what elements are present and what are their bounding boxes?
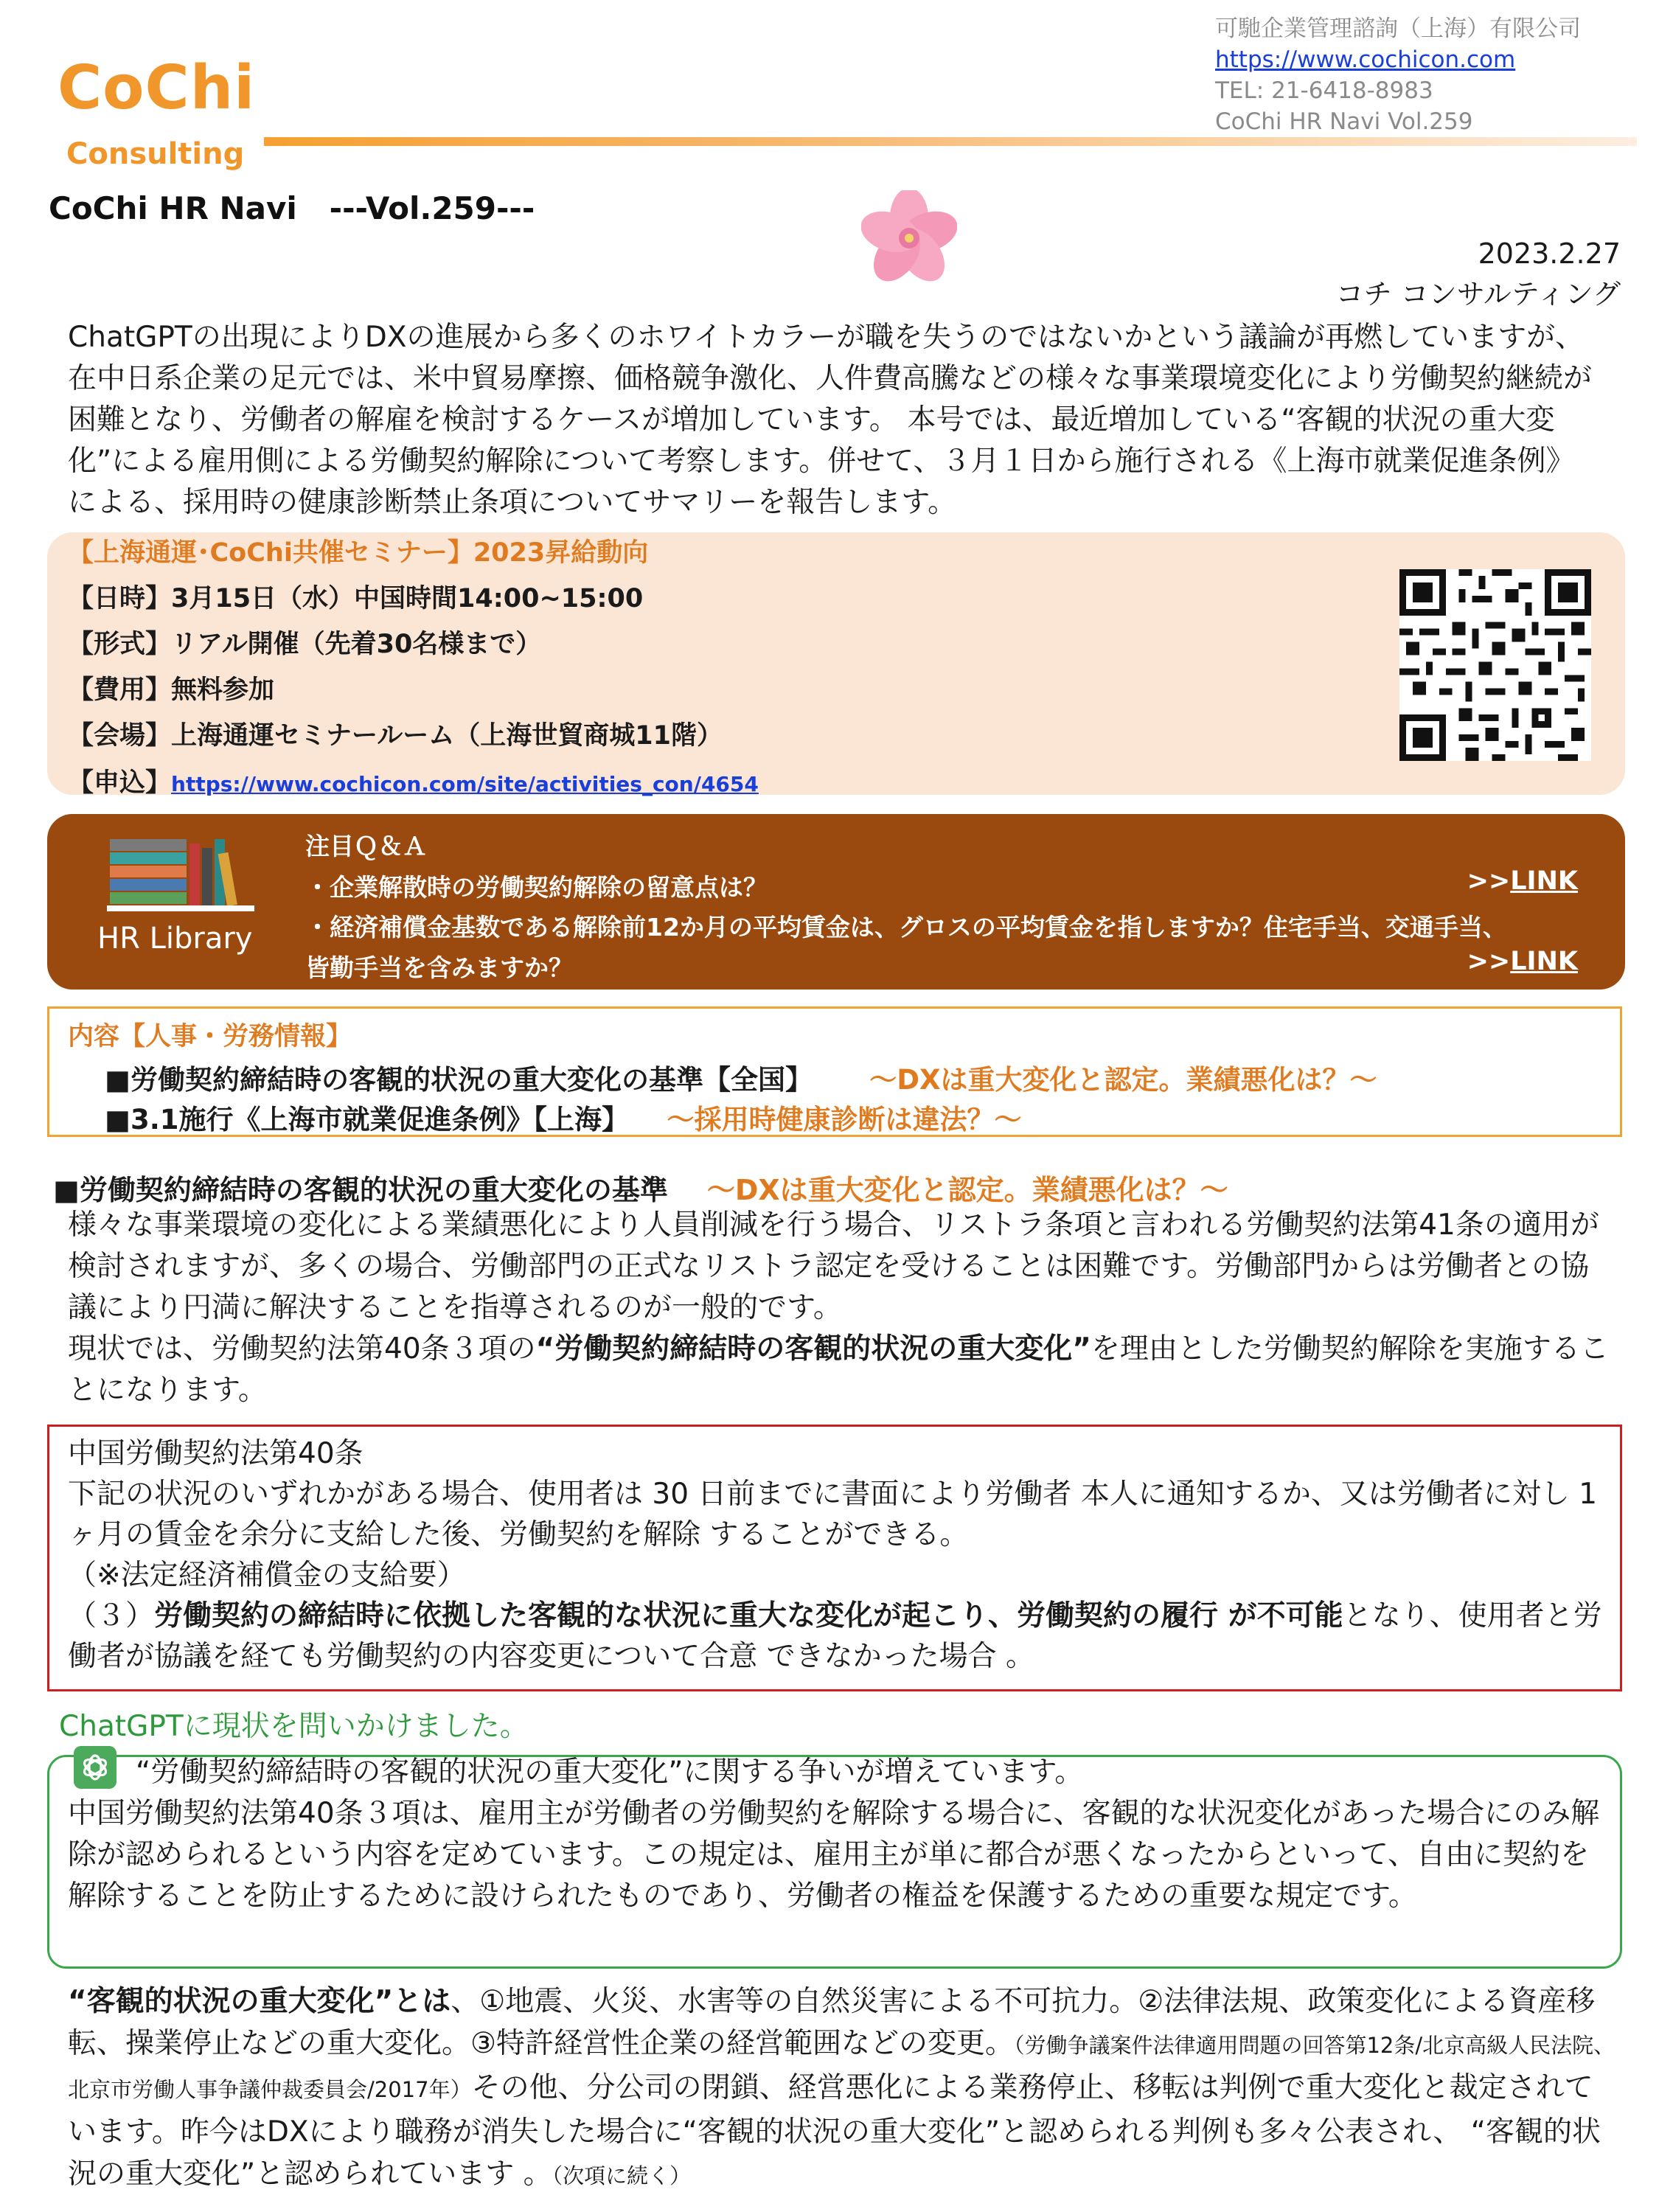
contents-item-2-sub: ～採用時健康診断は違法？～ — [667, 1104, 1022, 1135]
section-paragraph-2-post: を理由とした労働契約解除を実施することになります。 — [68, 1332, 1609, 1407]
chatgpt-text — [68, 1752, 1609, 1917]
law-title: 中国労働契約法第40条 — [68, 1437, 364, 1470]
section-heading — [53, 1167, 1228, 1208]
logo-sub: Consulting — [66, 137, 245, 171]
logo-main: CoChi — [58, 53, 256, 123]
contents-item-2[interactable] — [105, 1097, 1022, 1137]
law-note: （※法定経済補償金の支給要） — [68, 1559, 466, 1592]
law-text — [68, 1433, 1609, 1677]
law-item-3 — [68, 1596, 1609, 1677]
law-text-1: 下記の状況のいずれかがある場合、使用者は 30 日前までに書面により労働者 本人に通知するか、又は労働者に対し 1 ヶ月の賃金を余分に支給した後、労働契約を解除 することができる。 — [68, 1478, 1598, 1551]
final-bold: “客観的状況の重大変化”とは — [68, 1985, 451, 2018]
chatgpt-line-1: “労働契約締結時の客観的状況の重大変化”に関する争いが増えています。 — [136, 1756, 1084, 1789]
company-tel: TEL: 21-6418-8983 — [1215, 77, 1433, 104]
chatgpt-body: 中国労働契約法第40条３項は、雇用主が労働者の労働契約を解除する場合に、客観的な状況変化があった場合にのみ解除が認められるという内容を定めています。この規定は、雇用主が単に都合が悪くなったからといって、自由に契約を解除することを防止するために設けられたものであり、労働者の権益を保護するための重要な規定です。 — [68, 1797, 1600, 1913]
seminar-apply-link[interactable]: https://www.cochicon.com/site/activities_con/4654 — [171, 772, 759, 796]
seminar-format: 【形式】リアル開催（先着30名様まで） — [68, 630, 542, 659]
hr-library-label[interactable]: HR Library — [97, 922, 253, 956]
section-heading-main: ■労働契約締結時の客観的状況の重大変化の基準 — [53, 1174, 668, 1206]
qa-heading: 注目Ｑ＆Ａ — [305, 832, 427, 860]
seminar-datetime: 【日時】3月15日（水）中国時間14:00~15:00 — [68, 584, 644, 613]
qa-link-1-text[interactable]: LINK — [1510, 866, 1578, 896]
qa-link-2-text[interactable]: LINK — [1510, 947, 1578, 976]
qa-link-2-prefix: >> — [1467, 947, 1511, 976]
contents-item-1[interactable] — [105, 1057, 1377, 1097]
section-paragraph-2-pre: 現状では、労働契約法第40条３項の — [68, 1332, 536, 1366]
qa-link-1-prefix: >> — [1467, 866, 1511, 896]
section-paragraph-1: 様々な事業環境の変化による業績悪化により人員削減を行う場合、リストラ条項と言われる労働契約法第41条の適用が検討されますが、多くの場合、労働部門の正式なリストラ認定を受けることは困難です。労働部門からは労働者との協議により円満に解決することを指導されるのが一般的です。 — [68, 1208, 1599, 1324]
newsletter-title: CoChi HR Navi ---Vol.259--- — [49, 190, 535, 226]
final-continued: （次項に続く） — [552, 2163, 692, 2188]
qr-code-icon[interactable] — [1399, 569, 1591, 761]
section-paragraph-2-bold: “労働契約締結時の客観的状況の重大変化” — [535, 1332, 1091, 1366]
law-item-3-pre: （３） — [68, 1599, 155, 1632]
issue-date: 2023.2.27 — [1478, 237, 1621, 270]
company-info — [1215, 13, 1581, 137]
seminar-apply — [68, 762, 759, 799]
law-item-3-bold: 労働契約の締結時に依拠した客観的な状況に重大な変化が起こり、労働契約の履行 が不可能 — [154, 1599, 1343, 1632]
author: コチ コンサルティング — [1335, 278, 1621, 310]
final-text-2: その他、分公司の閉鎖、経営悪化による業務停止、移転は判例で重大変化と裁定されています。昨今はDXにより職務が消失した場合に“客観的状況の重大変化”と認められる判例も多々公表され、 “客観的状況の重大変化”と認められています 。 — [68, 2071, 1601, 2191]
company-issue: CoChi HR Navi Vol.259 — [1215, 108, 1473, 135]
seminar-apply-label: 【申込】 — [68, 768, 172, 798]
company-url-link[interactable]: https://www.cochicon.com — [1215, 46, 1516, 73]
seminar-venue: 【会場】上海通運セミナールーム（上海世貿商城11階） — [68, 721, 723, 751]
section-paragraph-2 — [68, 1329, 1616, 1411]
qa-question-2: ・経済補償金基数である解除前12か月の平均賃金は、グロスの平均賃金を指しますか？住宅手当、交通手当、 — [305, 913, 1507, 942]
seminar-title: 【上海通運･CoChi共催セミナー】2023昇給動向 — [68, 538, 649, 568]
law-item-3-post: となり、使用者と労働者が協議を経ても労働契約の内容変更について合意 できなかった場合 。 — [68, 1599, 1602, 1673]
seminar-fee: 【費用】無料参加 — [68, 675, 275, 705]
intro-paragraph: ChatGPTの出現によりDXの進展から多くのホワイトカラーが職を失うのではないかという議論が再燃していますが、在中日系企業の足元では、米中貿易摩擦、価格競争激化、人件費高騰などの様々な事業環境変化により労働契約継続が困難となり、労働者の解雇を検討するケースが増加しています。 本号では、最近増加している“客観的状況の重大変化”による雇用側による労働契約解除について考察します。併せて、３月１日から施行される《上海市就業促進条例》による、採用時の健康診断禁止条項についてサマリーを報告します。 — [68, 321, 1593, 519]
flower-icon — [861, 190, 957, 286]
qa-question-2-cont: 皆勤手当を含みますか？ — [305, 953, 573, 982]
final-text-1: 、①地震、火災、水害等の自然災害による不可抗力。②法律法規、政策変化による資産移転、操業停止などの重大変化。③特許経営性企業の経営範囲などの変更。 — [68, 1985, 1596, 2060]
qa-link-2[interactable] — [1467, 947, 1578, 976]
qa-question-1: ・企業解散時の労働契約解除の留意点は？ — [305, 873, 768, 902]
section-heading-sub: ～DXは重大変化と認定。業績悪化は？～ — [706, 1174, 1228, 1206]
chatgpt-title: ChatGPTに現状を問いかけました。 — [59, 1710, 529, 1743]
header-divider — [264, 137, 1637, 146]
contents-item-2-main: ■3.1施行《上海市就業促進条例》【上海】 — [105, 1104, 630, 1135]
contents-item-1-sub: ～DXは重大変化と認定。業績悪化は？～ — [869, 1064, 1377, 1096]
contents-title: 内容【人事・労務情報】 — [68, 1022, 352, 1051]
contents-item-1-main: ■労働契約締結時の客観的状況の重大変化の基準【全国】 — [105, 1064, 813, 1096]
company-name: 可馳企業管理諮詢（上海）有限公司 — [1215, 15, 1581, 42]
final-source: （労働争議案件法律適用問題の回答第12条/北京高級人民法院、北京市労働人事争議仲裁委員会/2017年） — [68, 2033, 1615, 2102]
seminar-box — [47, 532, 1625, 795]
hr-library-box — [47, 814, 1625, 990]
final-paragraph — [68, 1980, 1616, 2197]
books-icon — [107, 833, 254, 916]
qa-link-1[interactable] — [1467, 866, 1578, 896]
